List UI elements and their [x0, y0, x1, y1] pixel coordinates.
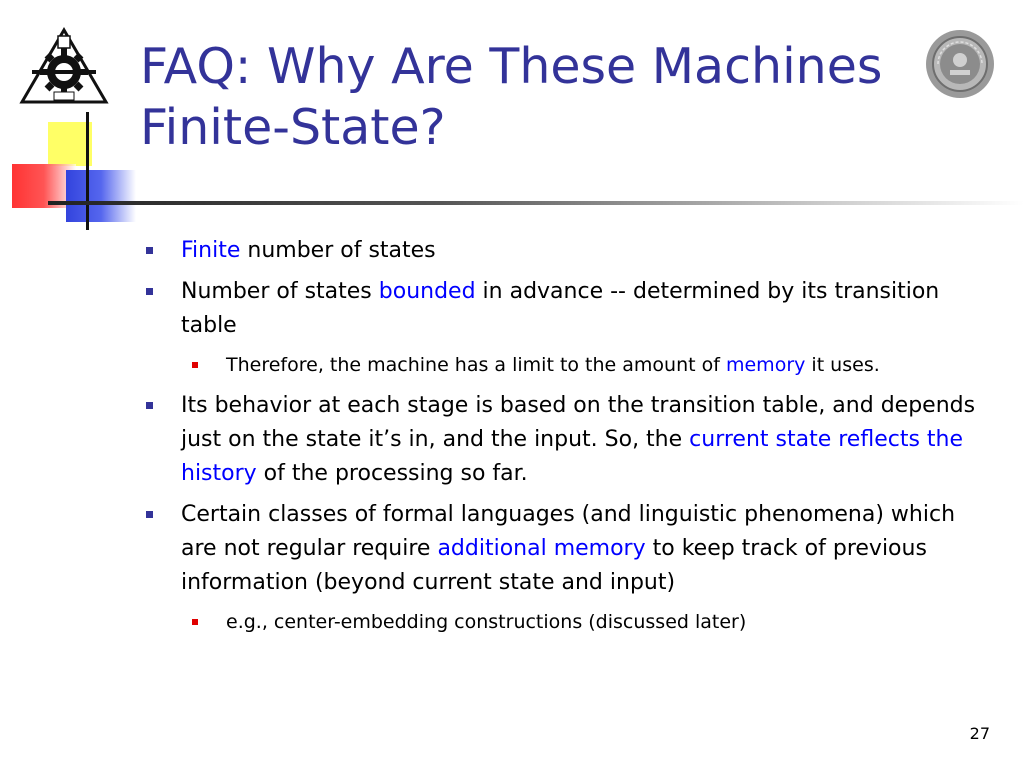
sub-bullet-item — [192, 607, 996, 638]
bullet-item — [146, 275, 996, 343]
bullet-marker — [146, 247, 153, 254]
bullet-text: number of states — [240, 238, 436, 263]
bullet-item — [146, 498, 996, 600]
bullet-marker — [146, 511, 153, 518]
bullet-item — [146, 234, 996, 268]
bullet-text: to keep track of previous information (beyond current state and input) — [181, 536, 927, 595]
vertical-rule — [86, 112, 89, 230]
sub-bullet-item — [192, 350, 996, 381]
slide-body — [146, 234, 996, 646]
decorative-blocks — [0, 100, 150, 230]
bullet-item — [146, 389, 996, 491]
sub-bullet-text: e.g., center-embedding constructions (discussed later) — [226, 611, 747, 633]
sub-bullet-text-highlight: memory — [725, 354, 806, 376]
bullet-text: Certain classes of formal languages (and linguistic phenomena) which are not regular require — [181, 502, 956, 561]
bullet-text-highlight: additional memory — [437, 536, 646, 561]
bullet-text: Number of states — [181, 279, 379, 304]
bullet-text: Its behavior at each stage is based on the transition table, and depends just on the state it’s in, and the input. So, the — [181, 393, 976, 452]
bullet-marker — [146, 288, 153, 295]
gear-emblem-icon — [18, 26, 110, 106]
bullet-text-highlight: current state reflects the history — [181, 427, 964, 486]
bullet-text-highlight: Finite — [181, 238, 241, 263]
page-number: 27 — [969, 724, 990, 743]
title-underline — [48, 201, 1024, 205]
sub-bullet-text: it uses. — [805, 354, 880, 376]
bullet-text: in advance -- determined by its transition table — [181, 279, 940, 338]
slide-title — [140, 36, 1000, 158]
sub-bullet-marker — [192, 619, 198, 625]
bullet-marker — [146, 402, 153, 409]
bullet-text-highlight: bounded — [378, 279, 476, 304]
bullet-text: of the processing so far. — [256, 461, 528, 486]
slide-title-line2: Finite-State? — [140, 99, 446, 156]
sub-bullet-marker — [192, 362, 198, 368]
slide-title-line1: FAQ: Why Are These Machines — [140, 38, 883, 95]
sub-bullet-text: Therefore, the machine has a limit to the amount of — [226, 354, 726, 376]
blue-block — [66, 170, 136, 222]
